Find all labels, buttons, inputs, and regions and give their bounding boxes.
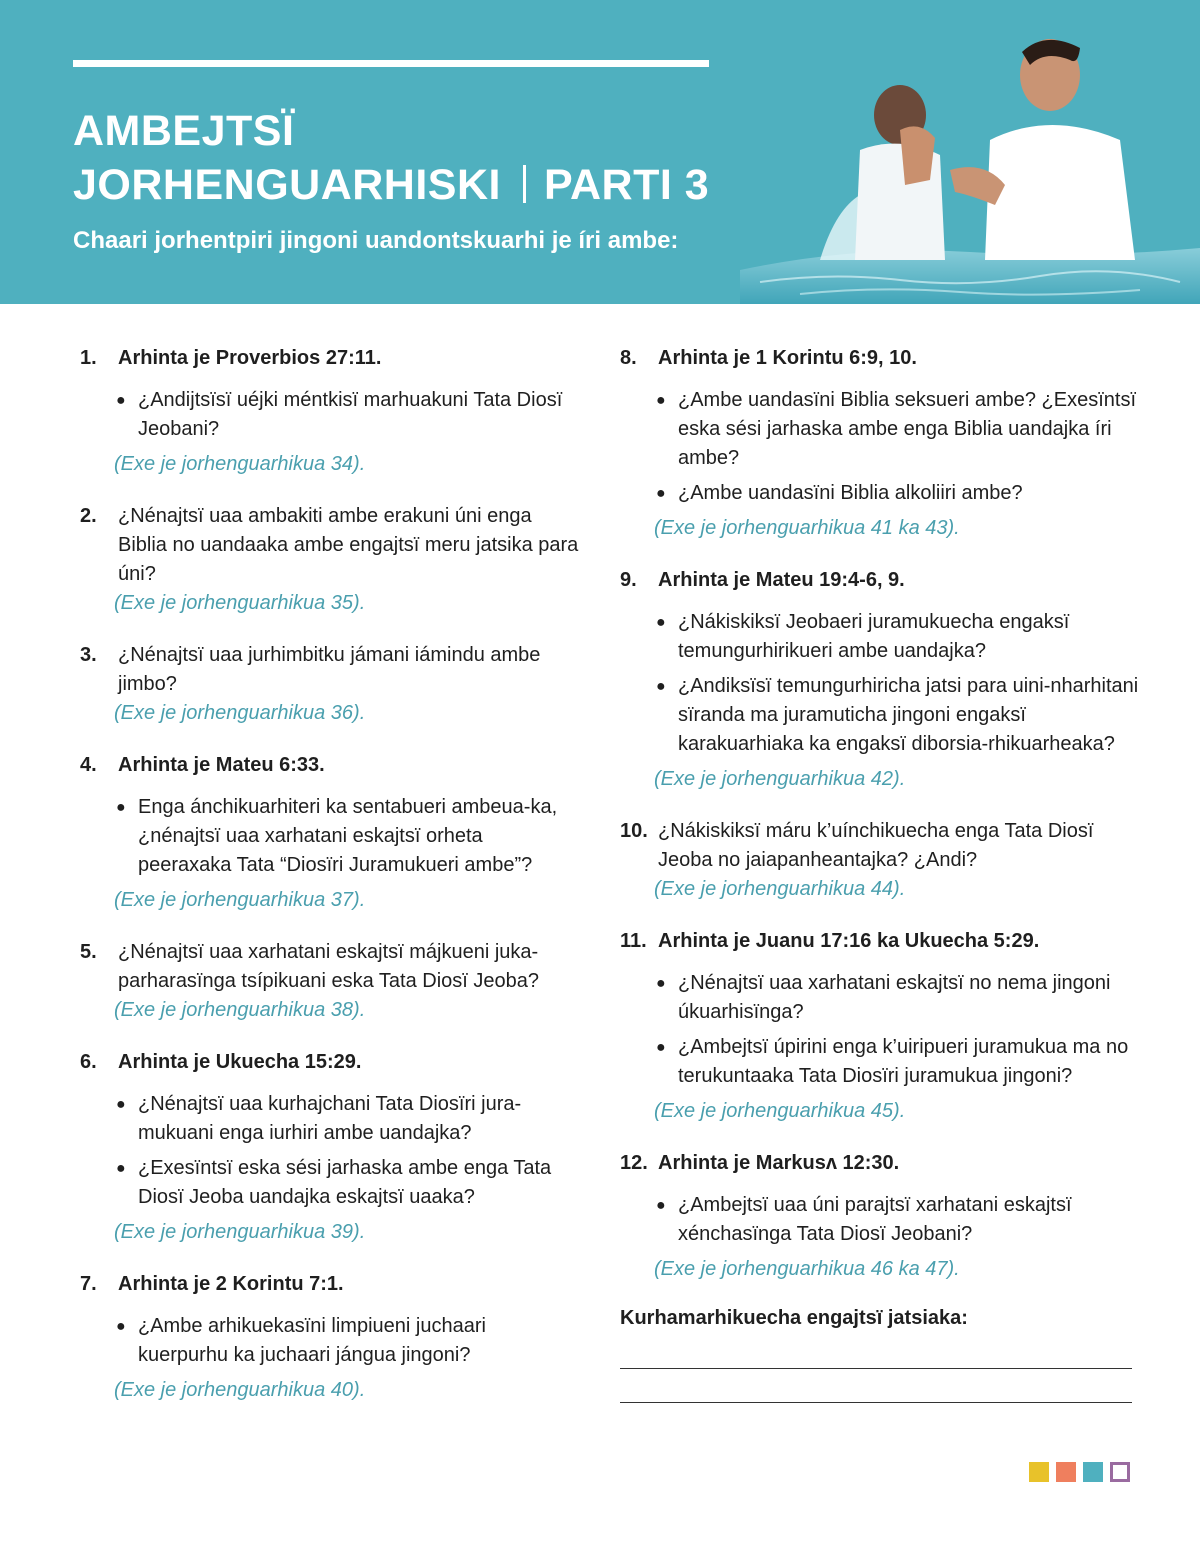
header-rule — [73, 60, 709, 67]
bullet-text: ¿Andijtsïsï uéjki méntkisï marhuakuni Tata Diosï Jeobani? — [138, 389, 563, 440]
bullet-item — [654, 479, 1140, 508]
bullet-text: ¿Nénajtsï uaa kurhajchani Tata Diosïri jura-mukuani enga iurhiri ambe uandajka? — [138, 1093, 522, 1144]
question-number: 1. — [80, 347, 97, 369]
lesson-reference: (Exe je jorhenguarhikua 36). — [114, 702, 366, 724]
bullet-dot-icon: ● — [116, 392, 126, 409]
bullet-item — [114, 1312, 580, 1370]
bullet-list — [620, 969, 1140, 1091]
question-item — [80, 502, 580, 618]
question-text: ¿Nákiskiksï máru k’uínchikuecha enga Tata Diosï Jeoba no jaiapanheantajka? ¿Andi? — [658, 820, 1094, 871]
bullet-item — [654, 969, 1140, 1027]
lesson-reference: (Exe je jorhenguarhikua 46 ka 47). — [654, 1258, 960, 1280]
question-text: Arhinta je Ukuecha 15:29. — [118, 1051, 362, 1073]
bullet-dot-icon: ● — [656, 1197, 666, 1214]
question-text: Arhinta je Mateu 6:33. — [118, 754, 325, 776]
bullet-list — [620, 386, 1140, 508]
bullet-text: ¿Exesïntsï eska sési jarhaska ambe enga Tata Diosï Jeoba uandajka eskajtsï uaaka? — [138, 1157, 552, 1208]
bullet-text: ¿Ambejtsï uaa úni parajtsï xarhatani eskajtsï xénchasïnga Tata Diosï Jeobani? — [678, 1194, 1072, 1245]
question-item — [80, 344, 580, 479]
lesson-reference: (Exe je jorhenguarhikua 38). — [114, 999, 366, 1021]
question-item — [620, 1149, 1140, 1284]
bullet-list — [620, 1191, 1140, 1249]
title-line1: AMBEJTSÏ — [73, 107, 295, 155]
question-item — [80, 751, 580, 915]
lesson-reference: (Exe je jorhenguarhikua 35). — [114, 592, 366, 614]
bullet-dot-icon: ● — [656, 392, 666, 409]
question-text: Arhinta je Juanu 17:16 ka Ukuecha 5:29. — [658, 930, 1040, 952]
question-item — [620, 927, 1140, 1126]
question-text: ¿Nénajtsï uaa ambakiti ambe erakuni úni enga Biblia no uandaaka ambe engajtsï meru jatsika para úni? — [118, 505, 579, 585]
question-item — [80, 1270, 580, 1405]
lesson-reference: (Exe je jorhenguarhikua 37). — [114, 889, 366, 911]
lesson-reference: (Exe je jorhenguarhikua 44). — [654, 878, 906, 900]
bullet-item — [654, 1191, 1140, 1249]
question-item — [620, 817, 1140, 904]
bullet-text: ¿Ambe uandasïni Biblia seksueri ambe? ¿Exesïntsï eska sési jarhaska ambe enga Biblia uandajka íri ambe? — [678, 389, 1136, 469]
question-text: Arhinta je 2 Korintu 7:1. — [118, 1273, 344, 1295]
lesson-reference: (Exe je jorhenguarhikua 40). — [114, 1379, 366, 1401]
left-column — [80, 344, 580, 1428]
question-number: 8. — [620, 347, 637, 369]
bullet-dot-icon: ● — [656, 614, 666, 631]
question-item — [620, 566, 1140, 794]
question-number: 7. — [80, 1273, 97, 1295]
bullet-list — [80, 1090, 580, 1212]
bullet-text: ¿Ambe arhikuekasïni limpiueni juchaari kuerpurhu ka juchaari jángua jingoni? — [138, 1315, 486, 1366]
question-heading — [80, 344, 580, 373]
lesson-reference: (Exe je jorhenguarhikua 42). — [654, 768, 906, 790]
title-line2b: PARTI 3 — [544, 161, 710, 209]
bullet-list — [80, 1312, 580, 1370]
bullet-item — [654, 386, 1140, 473]
question-item — [80, 1048, 580, 1247]
bullet-list — [80, 793, 580, 880]
question-heading — [80, 938, 580, 996]
question-heading — [620, 566, 1140, 595]
bullet-list — [620, 608, 1140, 759]
bullet-dot-icon: ● — [656, 975, 666, 992]
bullet-item — [114, 793, 580, 880]
square-teal — [1083, 1462, 1103, 1482]
bullet-item — [654, 608, 1140, 666]
title-separator — [523, 165, 526, 203]
question-number: 11. — [620, 930, 647, 952]
question-text: Arhinta je 1 Korintu 6:9, 10. — [658, 347, 917, 369]
question-heading — [80, 502, 580, 589]
bullet-item — [654, 672, 1140, 759]
right-questions — [620, 344, 1140, 1284]
bullet-dot-icon: ● — [116, 799, 126, 816]
question-number: 2. — [80, 505, 97, 527]
question-number: 12. — [620, 1152, 648, 1174]
answer-line[interactable] — [620, 1368, 1132, 1369]
bullet-dot-icon: ● — [116, 1096, 126, 1113]
question-heading — [620, 927, 1140, 956]
bullet-text: Enga ánchikuarhiteri ka sentabueri ambeua-ka, ¿nénajtsï uaa xarhatani eskajtsï orheta peeraxaka Tata “Diosïri Juramukueri ambe”? — [138, 796, 558, 876]
page-title — [73, 104, 709, 212]
bullet-dot-icon: ● — [656, 678, 666, 695]
bullet-text: ¿Ambejtsï úpirini enga k’uiripueri juramukua ma no terukuntaaka Tata Diosïri juramukua jingoni? — [678, 1036, 1129, 1087]
question-text: Arhinta je Markusʌ 12:30. — [658, 1152, 900, 1174]
right-column — [620, 344, 1140, 1403]
question-number: 5. — [80, 941, 97, 963]
question-heading — [620, 817, 1140, 875]
page-subtitle: Chaari jorhentpiri jingoni uandontskuarhi je íri ambe: — [73, 227, 679, 254]
question-item — [80, 938, 580, 1025]
lesson-reference: (Exe je jorhenguarhikua 34). — [114, 453, 366, 475]
question-heading — [620, 344, 1140, 373]
question-text: Arhinta je Proverbios 27:11. — [118, 347, 382, 369]
title-line2 — [73, 158, 709, 212]
question-heading — [80, 641, 580, 699]
baptism-illustration — [740, 20, 1200, 304]
bullet-list — [80, 386, 580, 444]
square-yellow — [1029, 1462, 1049, 1482]
question-item — [80, 641, 580, 728]
question-number: 6. — [80, 1051, 97, 1073]
lesson-reference: (Exe je jorhenguarhikua 45). — [654, 1100, 906, 1122]
footer-squares — [1029, 1462, 1130, 1482]
question-heading — [620, 1149, 1140, 1178]
question-text: ¿Nénajtsï uaa xarhatani eskajtsï májkueni juka-parharasïnga tsípikuani eska Tata Diosï Jeoba? — [118, 941, 540, 992]
question-heading — [80, 1270, 580, 1299]
lesson-reference: (Exe je jorhenguarhikua 39). — [114, 1221, 366, 1243]
closing-label: Kurhamarhikuecha engajtsï jatsiaka: — [620, 1307, 968, 1329]
bullet-item — [114, 1090, 580, 1148]
square-outline — [1110, 1462, 1130, 1482]
question-number: 9. — [620, 569, 637, 591]
square-orange — [1056, 1462, 1076, 1482]
question-number: 10. — [620, 820, 648, 842]
bullet-text: ¿Andiksïsï temungurhiricha jatsi para uini-nharhitani sïranda ma juramuticha jingoni engaksï karakuarhiaka ka engaksï diborsia-rhikuarheaka? — [678, 675, 1139, 755]
question-text: ¿Nénajtsï uaa jurhimbitku jámani iámindu ambe jimbo? — [118, 644, 541, 695]
bullet-dot-icon: ● — [656, 485, 666, 502]
question-text: Arhinta je Mateu 19:4-6, 9. — [658, 569, 905, 591]
bullet-dot-icon: ● — [116, 1318, 126, 1335]
bullet-item — [654, 1033, 1140, 1091]
bullet-item — [114, 386, 580, 444]
bullet-item — [114, 1154, 580, 1212]
question-heading — [80, 1048, 580, 1077]
bullet-text: ¿Nákiskiksï Jeobaeri juramukuecha engaksï temungurhirikueri ambe uandajka? — [678, 611, 1070, 662]
answer-line[interactable] — [620, 1402, 1132, 1403]
lesson-reference: (Exe je jorhenguarhikua 41 ka 43). — [654, 517, 960, 539]
bullet-dot-icon: ● — [656, 1039, 666, 1056]
question-number: 3. — [80, 644, 97, 666]
bullet-text: ¿Ambe uandasïni Biblia alkoliiri ambe? — [678, 482, 1023, 504]
bullet-dot-icon: ● — [116, 1160, 126, 1177]
question-heading — [80, 751, 580, 780]
title-line2a: JORHENGUARHISKI — [73, 161, 501, 209]
bullet-text: ¿Nénajtsï uaa xarhatani eskajtsï no nema jingoni úkuarhisïnga? — [678, 972, 1111, 1023]
question-item — [620, 344, 1140, 543]
header-banner — [0, 0, 1200, 304]
question-number: 4. — [80, 754, 97, 776]
